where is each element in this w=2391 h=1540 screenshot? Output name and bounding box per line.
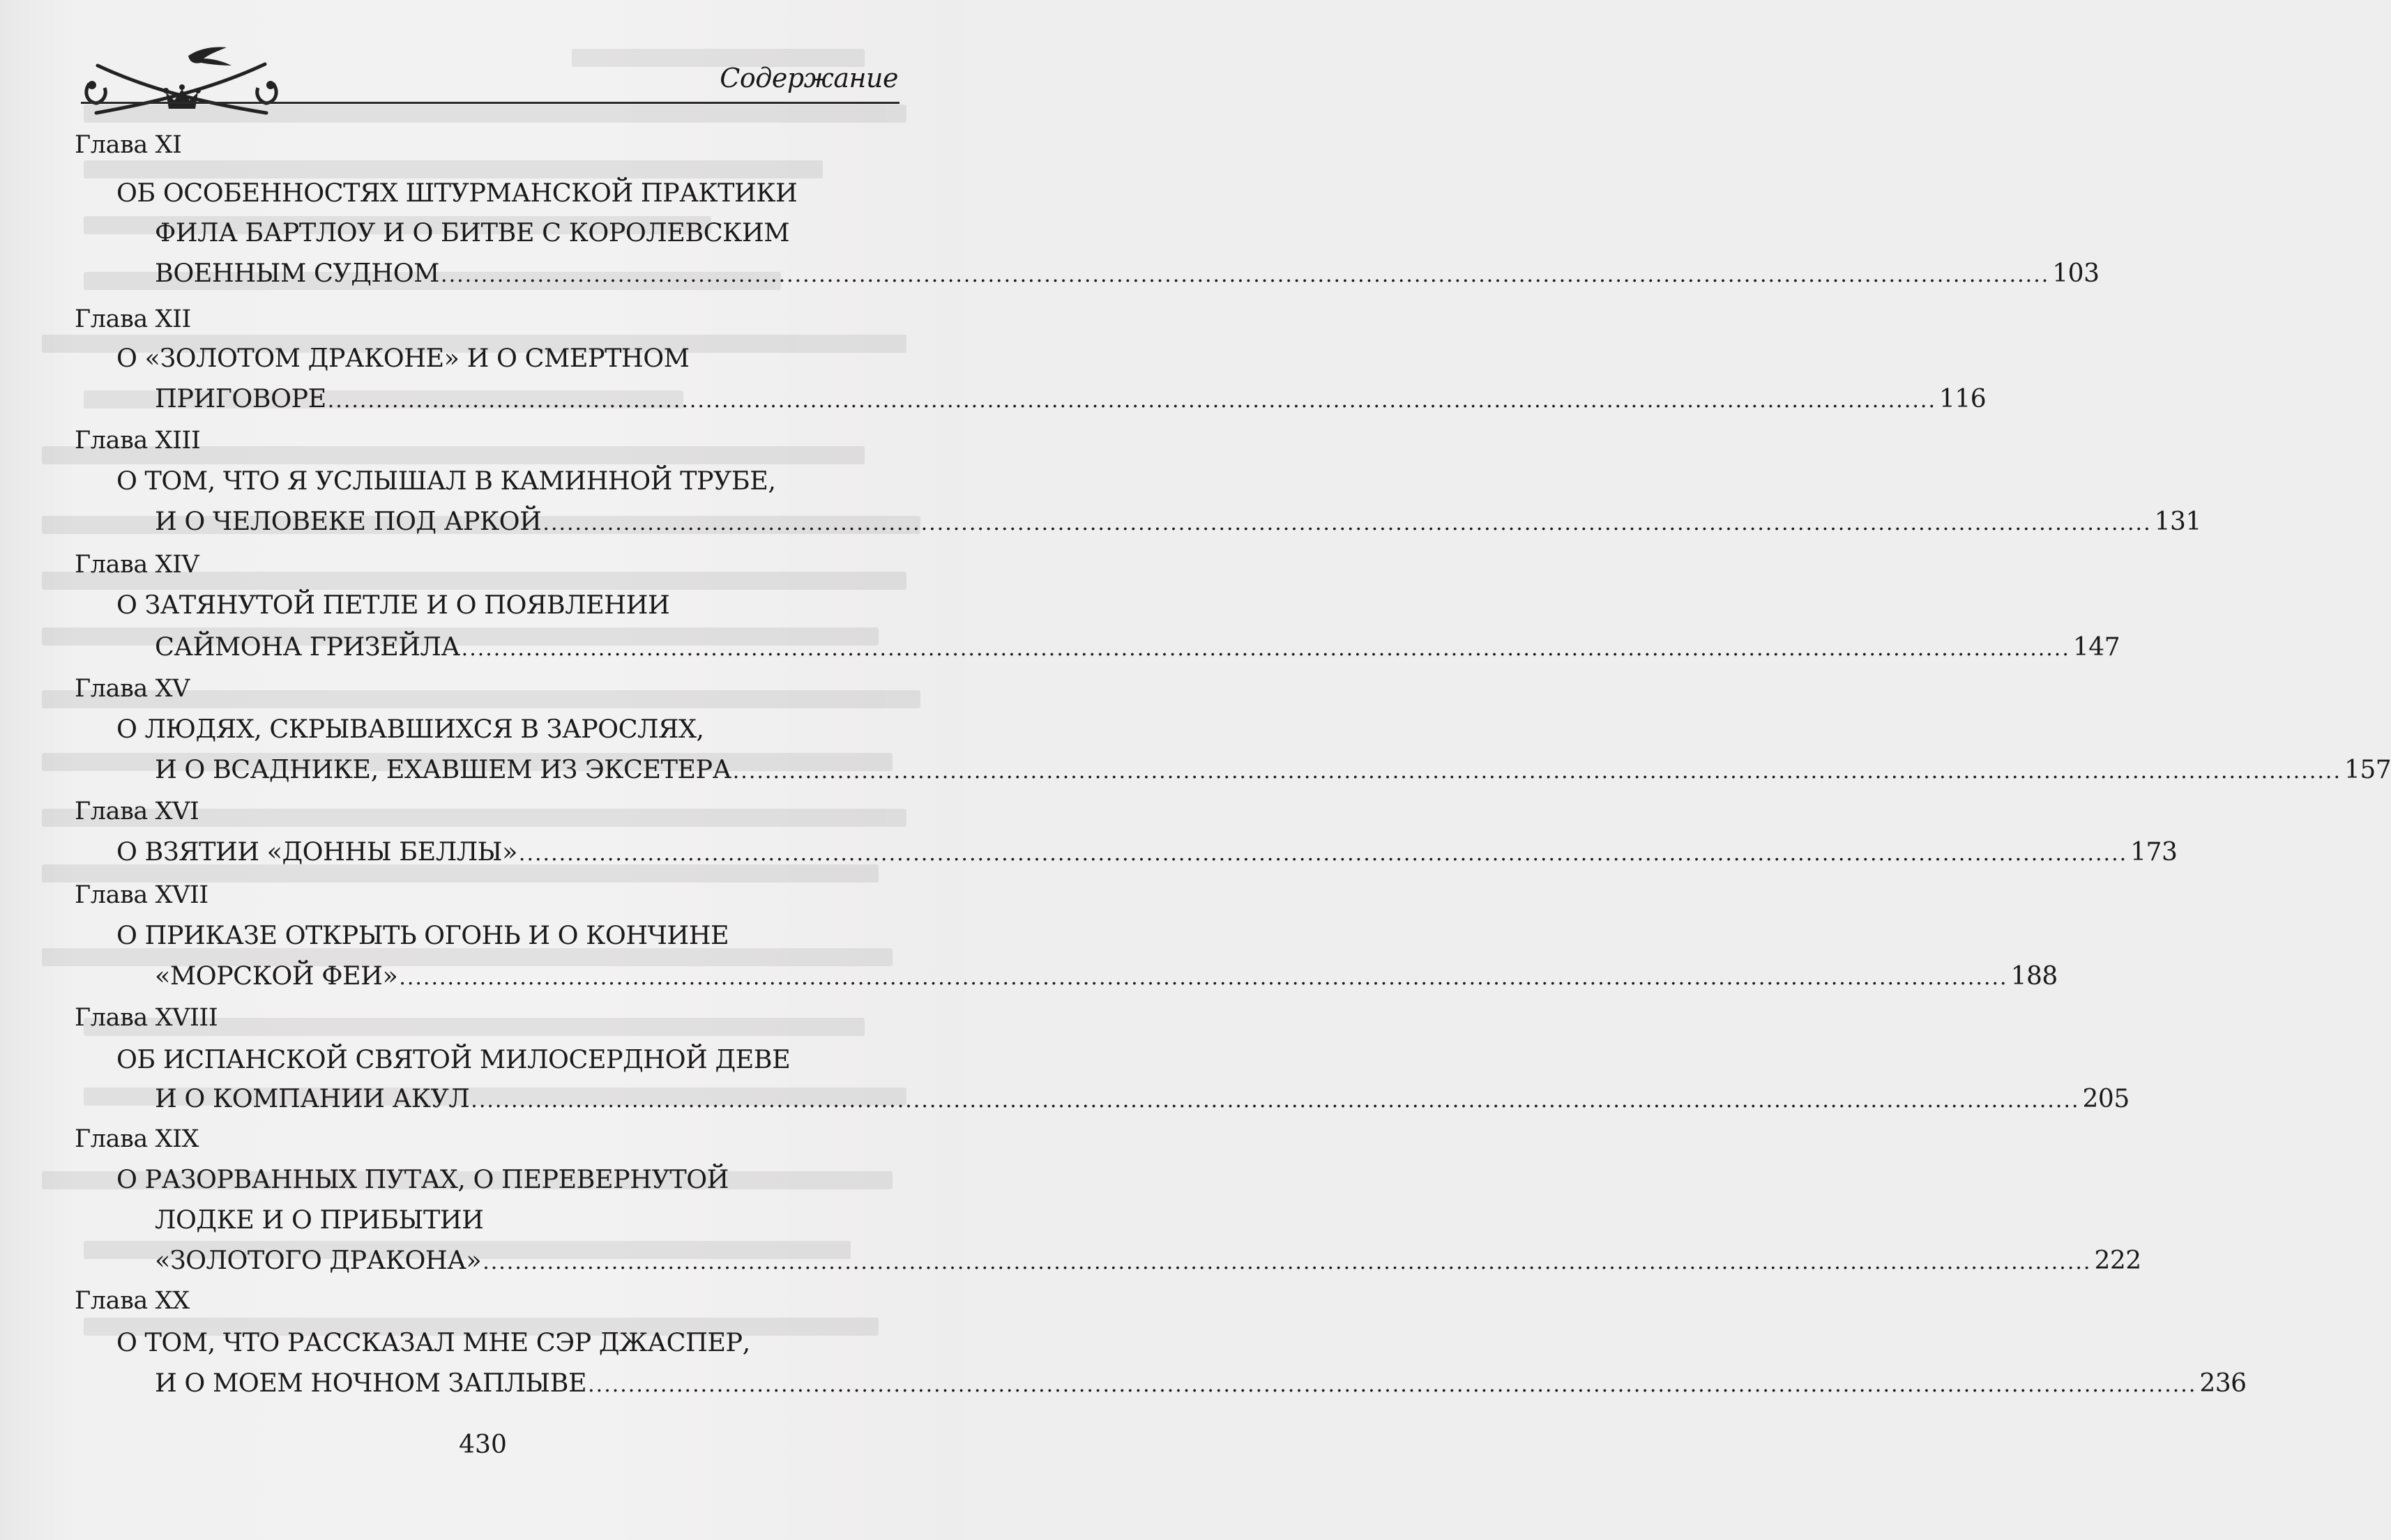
chapter-label: Глава XX: [75, 1287, 190, 1315]
chapter-page-number: 131: [2154, 508, 2201, 536]
chapter-page-number: 222: [2094, 1247, 2141, 1275]
chapter-page-number: 236: [2199, 1369, 2247, 1398]
chapter-title-line: ЛОДКЕ И О ПРИБЫТИИ: [155, 1205, 484, 1235]
chapter-label: Глава XVI: [75, 798, 199, 825]
dot-leader: ........................................................................................................................................................................................................: [588, 1373, 2197, 1397]
chapter-page-number: 157: [2344, 756, 2391, 784]
chapter-page-number: 205: [2082, 1085, 2130, 1113]
chapter-title-line: О ЛЮДЯХ, СКРЫВАВШИХСЯ В ЗАРОСЛЯХ,: [116, 714, 704, 744]
dot-leader: ........................................................................................................................................................................................................: [399, 966, 2008, 990]
chapter-title-last-line: [155, 506, 2201, 536]
chapter-title-text: «ЗОЛОТОГО ДРАКОНА»: [155, 1245, 482, 1275]
chapter-title-text: И О КОМПАНИИ АКУЛ: [155, 1083, 470, 1113]
chapter-label: Глава XVIII: [75, 1004, 218, 1032]
running-head: Содержание: [720, 63, 898, 93]
chapter-title-text: И О ЧЕЛОВЕКЕ ПОД АРКОЙ: [155, 506, 542, 536]
chapter-label: Глава XIV: [75, 551, 199, 579]
chapter-title-text: ПРИГОВОРЕ: [155, 383, 326, 413]
dot-leader: ........................................................................................................................................................................................................: [441, 263, 2050, 287]
chapter-title-last-line: [155, 754, 2391, 784]
chapter-title-text: И О МОЕМ НОЧНОМ ЗАПЛЫВЕ: [155, 1368, 587, 1398]
dot-leader: ........................................................................................................................................................................................................: [518, 841, 2128, 866]
chapter-page-number: 147: [2072, 633, 2120, 662]
chapter-page-number: 188: [2010, 962, 2058, 991]
chapter-page-number: 173: [2130, 838, 2178, 867]
dot-leader: ........................................................................................................................................................................................................: [461, 636, 2070, 661]
chapter-title-line: О ТОМ, ЧТО РАССКАЗАЛ МНЕ СЭР ДЖАСПЕР,: [116, 1327, 750, 1357]
chapter-title-last-line: [155, 1245, 2141, 1275]
chapter-label: Глава XII: [75, 305, 191, 333]
chapter-label: Глава XI: [75, 131, 182, 159]
chapter-title-last-line: [155, 258, 2100, 288]
chapter-title-last-line: [155, 383, 1987, 413]
dot-leader: ........................................................................................................................................................................................................: [732, 759, 2341, 784]
chapter-title-line: ФИЛА БАРТЛОУ И О БИТВЕ С КОРОЛЕВСКИМ: [155, 218, 790, 247]
chapter-title-line: О РАЗОРВАННЫХ ПУТАХ, О ПЕРЕВЕРНУТОЙ: [116, 1164, 729, 1194]
chapter-title-last-line: [155, 1083, 2130, 1113]
chapter-title-text: САЙМОНА ГРИЗЕЙЛА: [155, 632, 460, 662]
chapter-title-text: «МОРСКОЙ ФЕИ»: [155, 961, 398, 991]
chapter-label: Глава XIX: [75, 1125, 199, 1153]
chapter-title-line: О «ЗОЛОТОМ ДРАКОНЕ» И О СМЕРТНОМ: [116, 343, 690, 373]
chapter-title-line: ОБ ОСОБЕННОСТЯХ ШТУРМАНСКОЙ ПРАКТИКИ: [116, 178, 798, 208]
chapter-title-last-line: [155, 961, 2058, 991]
chapter-title-line: ОБ ИСПАНСКОЙ СВЯТОЙ МИЛОСЕРДНОЙ ДЕВЕ: [116, 1044, 791, 1074]
chapter-title-text: О ВЗЯТИИ «ДОННЫ БЕЛЛЫ»: [116, 837, 517, 867]
chapter-label: Глава XIII: [75, 427, 201, 455]
chapter-title-text: ВОЕННЫМ СУДНОМ: [155, 258, 440, 288]
chapter-title-line: О ТОМ, ЧТО Я УСЛЫШАЛ В КАМИННОЙ ТРУБЕ,: [116, 466, 776, 496]
chapter-title-line: О ЗАТЯНУТОЙ ПЕТЛЕ И О ПОЯВЛЕНИИ: [116, 590, 670, 620]
chapter-label: Глава XV: [75, 675, 190, 703]
dot-leader: ........................................................................................................................................................................................................: [483, 1250, 2092, 1274]
chapter-label: Глава XVII: [75, 881, 208, 909]
chapter-title-line: О ПРИКАЗЕ ОТКРЫТЬ ОГОНЬ И О КОНЧИНЕ: [116, 920, 729, 950]
chapter-page-number: 103: [2052, 259, 2100, 288]
page-number: 430: [459, 1431, 507, 1459]
chapter-title-last-line: [155, 1368, 2247, 1398]
chapter-page-number: 116: [1939, 385, 1987, 413]
dot-leader: ........................................................................................................................................................................................................: [471, 1088, 2080, 1113]
chapter-title-text: И О ВСАДНИКЕ, ЕХАВШЕМ ИЗ ЭКСЕТЕРА: [155, 754, 731, 784]
dot-leader: ........................................................................................................................................................................................................: [542, 511, 2152, 535]
chapter-title-last-line: [155, 632, 2120, 662]
chapter-title-last-line: [116, 837, 2178, 867]
dot-leader: ........................................................................................................................................................................................................: [327, 388, 1936, 413]
